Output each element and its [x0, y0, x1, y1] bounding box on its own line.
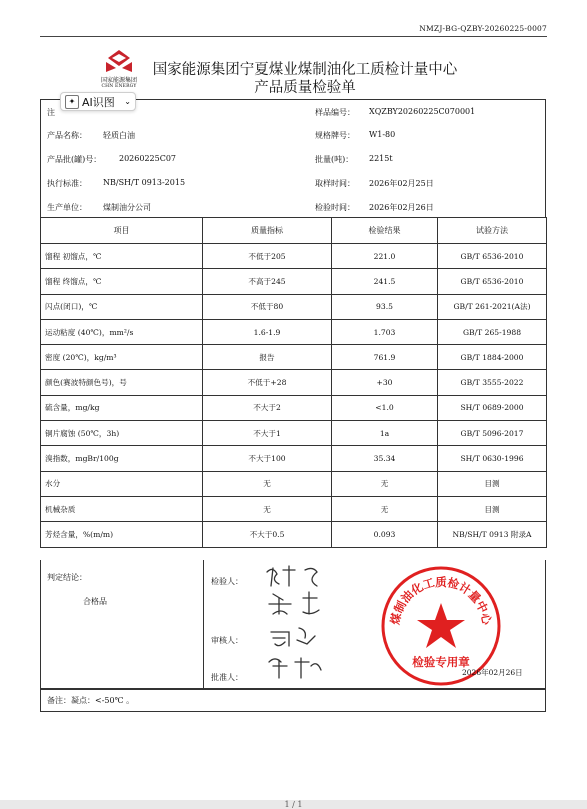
- table-row: [41, 294, 547, 319]
- cell-spec: 无: [203, 496, 332, 521]
- cell-result: 0.093: [332, 522, 438, 547]
- approver-label: 批准人：: [211, 673, 243, 682]
- quantity-label: 批量(吨)：: [315, 155, 354, 164]
- standard-value: NB/SH/T 0913-2015: [103, 178, 186, 187]
- cell-item: 硫含量，mg/kg: [41, 395, 203, 420]
- spec-grade-label: 规格牌号：: [315, 131, 355, 140]
- seal-org-text: 煤制油化工质检计量中心: [387, 574, 495, 626]
- table-row: [41, 496, 547, 521]
- cell-spec: 不低于80: [203, 294, 332, 319]
- cell-spec: 不高于245: [203, 269, 332, 294]
- cell-item: 馏程 终馏点，℃: [41, 269, 203, 294]
- cell-spec: 不低于205: [203, 244, 332, 269]
- table-row: [41, 421, 547, 446]
- cell-result: 241.5: [332, 269, 438, 294]
- ai-image-label: AI识图: [82, 95, 115, 109]
- cell-result: 35.34: [332, 446, 438, 471]
- col-header-result: 检验结果: [332, 218, 438, 244]
- chevron-down-icon: ⌄: [124, 97, 131, 106]
- cell-method: GB/T 5096-2017: [438, 421, 547, 446]
- col-header-method: 试验方法: [438, 218, 547, 244]
- report-title: 产品质量检验单: [254, 80, 356, 96]
- cell-spec: 报告: [203, 345, 332, 370]
- sampling-time-value: 2026年02月25日: [369, 179, 434, 188]
- product-name-value: 轻质白油: [103, 131, 135, 140]
- conclusion-value: 合格品: [83, 597, 107, 606]
- chn-energy-logo-icon: [102, 48, 136, 74]
- cell-result: +30: [332, 370, 438, 395]
- table-row: [41, 471, 547, 496]
- cell-item: 密度 (20℃)，kg/m³: [41, 345, 203, 370]
- logo-text-en: CHN ENERGY: [101, 84, 137, 89]
- header-rule: [40, 36, 547, 37]
- seal-date: 2026年02月26日: [462, 668, 523, 677]
- cell-method: GB/T 265-1988: [438, 319, 547, 344]
- batch-label: 产品批(罐)号：: [47, 155, 102, 164]
- sample-no-value: XQZBY20260225C070001: [369, 107, 476, 116]
- info-row: [41, 123, 545, 146]
- table-row: [41, 522, 547, 547]
- cell-result: 1.703: [332, 319, 438, 344]
- table-row: [41, 370, 547, 395]
- cell-result: 93.5: [332, 294, 438, 319]
- info-row: [41, 147, 545, 170]
- cell-item: 运动粘度 (40℃)，mm²/s: [41, 319, 203, 344]
- document-number: NMZJ-BG-QZBY-20260225-0007: [419, 24, 547, 33]
- table-row: [41, 244, 547, 269]
- table-row: [41, 446, 547, 471]
- conclusion-label: 判定结论：: [47, 573, 87, 582]
- cell-spec: 不大于100: [203, 446, 332, 471]
- logo-text-cn: 国家能源集团: [100, 77, 137, 84]
- cell-method: GB/T 6536-2010: [438, 244, 547, 269]
- test-time-label: 检验时间：: [315, 203, 355, 212]
- test-time-value: 2026年02月26日: [369, 203, 434, 212]
- info-row: [41, 171, 545, 194]
- cell-method: SH/T 0630-1996: [438, 446, 547, 471]
- cell-item: 馏程 初馏点，℃: [41, 244, 203, 269]
- cell-method: 目测: [438, 471, 547, 496]
- seal-caption: 检验专用章: [412, 655, 470, 669]
- sample-no-label: 样品编号：: [315, 108, 355, 117]
- info-row: [41, 195, 545, 218]
- cell-method: GB/T 261-2021(A法): [438, 294, 547, 319]
- ai-sparkle-icon: ✦: [65, 95, 79, 109]
- table-row: [41, 319, 547, 344]
- cell-method: GB/T 3555-2022: [438, 370, 547, 395]
- cell-method: GB/T 6536-2010: [438, 269, 547, 294]
- quantity-value: 2215t: [369, 154, 393, 163]
- table-row: [41, 269, 547, 294]
- inspector-label: 检验人：: [211, 577, 243, 586]
- col-header-item: 项目: [41, 218, 203, 244]
- note-label: 注: [47, 108, 55, 117]
- cell-result: 无: [332, 496, 438, 521]
- cell-result: <1.0: [332, 395, 438, 420]
- cell-spec: 不低于+28: [203, 370, 332, 395]
- cell-spec: 不大于0.5: [203, 522, 332, 547]
- cell-spec: 不大于1: [203, 421, 332, 446]
- product-name-label: 产品名称：: [47, 131, 87, 140]
- batch-value: 20260225C07: [119, 154, 177, 163]
- results-table: [40, 217, 547, 548]
- col-header-spec: 质量指标: [203, 218, 332, 244]
- table-row: [41, 345, 547, 370]
- sample-info-block: [40, 99, 546, 217]
- remark-row: 备注：凝点：<-50℃ 。: [40, 689, 546, 712]
- org-title: 国家能源集团宁夏煤业煤制油化工质检计量中心: [152, 62, 458, 78]
- cell-item: 铜片腐蚀 (50℃，3h): [41, 421, 203, 446]
- company-logo: [93, 48, 145, 89]
- cell-spec: 1.6-1.9: [203, 319, 332, 344]
- table-row: [41, 395, 547, 420]
- spec-grade-value: W1-80: [369, 130, 396, 139]
- producer-value: 煤制油分公司: [103, 203, 151, 212]
- cell-method: NB/SH/T 0913 附录A: [438, 522, 547, 547]
- cell-item: 机械杂质: [41, 496, 203, 521]
- standard-label: 执行标准：: [47, 179, 87, 188]
- cell-result: 221.0: [332, 244, 438, 269]
- ai-image-button[interactable]: [60, 92, 136, 111]
- cell-item: 水分: [41, 471, 203, 496]
- cell-item: 颜色(赛波特颜色号)，号: [41, 370, 203, 395]
- cell-spec: 不大于2: [203, 395, 332, 420]
- cell-item: 溴指数，mgBr/100g: [41, 446, 203, 471]
- sampling-time-label: 取样时间：: [315, 179, 355, 188]
- cell-item: 闪点(闭口)，℃: [41, 294, 203, 319]
- cell-item: 芳烃含量，%(m/m): [41, 522, 203, 547]
- cell-method: GB/T 1884-2000: [438, 345, 547, 370]
- handwritten-signatures: [259, 562, 329, 682]
- cell-result: 761.9: [332, 345, 438, 370]
- producer-label: 生产单位：: [47, 203, 87, 212]
- cell-spec: 无: [203, 471, 332, 496]
- page-number: 1 / 1: [284, 800, 303, 809]
- cell-result: 无: [332, 471, 438, 496]
- cell-method: SH/T 0689-2000: [438, 395, 547, 420]
- cell-method: 目测: [438, 496, 547, 521]
- cell-result: 1a: [332, 421, 438, 446]
- reviewer-label: 审核人：: [211, 636, 243, 645]
